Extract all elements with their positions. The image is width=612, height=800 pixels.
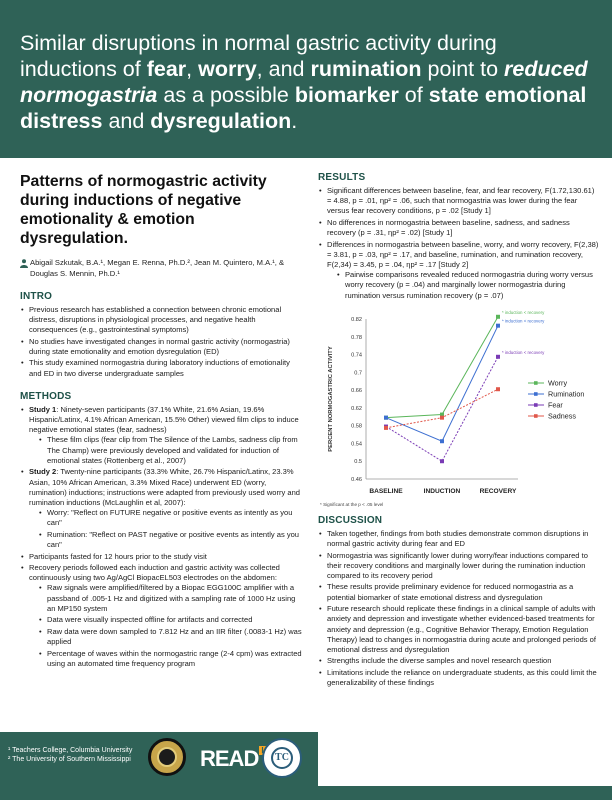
y-tick-label: 0.7 xyxy=(354,370,362,377)
y-tick-label: 0.66 xyxy=(351,387,362,394)
y-tick-label: 0.46 xyxy=(351,476,362,483)
headline-part: rumination xyxy=(310,57,422,81)
affiliation-1: ¹ Teachers College, Columbia University xyxy=(8,747,133,754)
data-point-sadness xyxy=(496,387,500,391)
affiliations xyxy=(8,746,132,764)
read-logo-text: READ xyxy=(200,746,259,771)
y-tick-label: 0.78 xyxy=(351,334,362,341)
legend-label: Worry xyxy=(548,378,568,388)
list-item: • These film clips (fear clip from The Silence of the Lambs, sadness clip from The Champ) were previously developed and validated for induction of emotional states (Rottenberg et al., 2007) xyxy=(38,435,302,466)
y-tick-label: 0.58 xyxy=(351,423,362,430)
footer-bar-right xyxy=(318,786,612,800)
methods-list xyxy=(20,405,302,669)
list-item: • This study examined normogastria during laboratory inductions of emotionality and ED in two diverse undergraduate samples xyxy=(20,358,302,378)
series-line-fear xyxy=(386,357,498,461)
chart-annotation: * induction < recovery xyxy=(502,318,545,324)
list-item: • Significant differences between baseline, fear, and fear recovery, F(1.72,130.61) = 4.88, p = .01, ηp² = .06, such that normogastria was lower during the fear versus fear recovery conditions, p = .02 [Study 1] xyxy=(318,186,600,217)
y-tick-label: 0.54 xyxy=(351,441,362,448)
tc-seal-logo xyxy=(262,738,302,778)
data-point-rumination xyxy=(496,323,500,327)
affiliation-2: ² The University of Southern Mississippi xyxy=(8,756,131,763)
headline-part: biomarker xyxy=(294,83,399,107)
y-tick-label: 0.74 xyxy=(351,352,362,359)
footer-bar xyxy=(0,732,318,800)
study1-text: : Ninety-seven participants (37.1% White, 21.6% Asian, 19.6% Hispanic/Latinx, 4.1% African American, 15.5% Other) viewed film clips to induce negative emotional states (fear, sadness) xyxy=(29,404,299,435)
result-3-text: Differences in normogastria between baseline, worry, and worry recovery, F(2,38) = 3.81, p = .03, ηp² = .17, and baseline, rumination, and rumination recovery, F(2,34) = 3.45, p = .04, ηp² = .17 [Study 2] xyxy=(327,239,599,270)
list-item: • Data were visually inspected offline for artifacts and corrected xyxy=(38,615,302,625)
chart-annotation: * induction < recovery xyxy=(502,349,545,355)
y-tick-label: 0.62 xyxy=(351,405,362,412)
list-item xyxy=(20,405,302,466)
legend-marker-fear xyxy=(534,403,538,407)
list-item: • Limitations include the reliance on undergraduate students, as this could limit the generalizability of these findings xyxy=(318,668,600,688)
data-point-worry xyxy=(496,315,500,319)
data-point-rumination xyxy=(440,439,444,443)
list-item xyxy=(20,563,302,669)
study2-text: : Twenty-nine participants (33.3% White, 26.7% Hispanic/Latinx, 23.3% Asian, 10% African American, 3.3% Mixed Race) underwent ED (worry, rumination) inductions; instructions were adapted from previously used worry and rumination inductions (McLaughlin et al, 2007): xyxy=(29,467,300,507)
list-item: • These results provide preliminary evidence for reduced normogastria as a potential biomarker of state emotional distress and dysregulation xyxy=(318,582,600,602)
study2-label: Study 2 xyxy=(29,467,57,477)
poster-title: Patterns of normogastric activity during inductions of negative emotionality & emotion dysregulation. xyxy=(20,173,267,247)
data-point-sadness xyxy=(440,415,444,419)
sub-list xyxy=(29,583,302,669)
list-item: • Future research should replicate these findings in a clinical sample of adults with anxiety and depression and investigate whether evidenced-based treatments for anxiety and depression (e.g., Cognitive Behavior Therapy, Emotion Regulation Therapy) lead to changes in normogastria during acute and prolonged periods of emotional distress and dysregulation xyxy=(318,604,600,655)
person-icon xyxy=(20,259,30,279)
series-line-worry xyxy=(386,317,498,418)
list-item: • No differences in normogastria between baseline, sadness, and sadness recovery (p = .31, ηp² = .02) [Study 1] xyxy=(318,218,600,238)
list-item xyxy=(20,467,302,550)
legend-marker-rumination xyxy=(534,392,538,396)
intro-list xyxy=(20,305,302,379)
series-line-rumination xyxy=(386,325,498,441)
list-item xyxy=(318,240,600,301)
study1-label: Study 1 xyxy=(29,404,57,414)
list-item: • Normogastria was significantly lower during worry/fear inductions compared to their recovery conditions and marginally lower during the rumination induction compared to its recovery period xyxy=(318,551,600,582)
recovery-text: Recovery periods followed each induction and gastric activity was collected continuously using two Ag/AgCl BiopacEL503 electrodes on the abdomen: xyxy=(29,563,280,583)
headline-part: , and xyxy=(256,57,311,81)
discussion-list xyxy=(318,529,600,689)
headline-part: Similar disruptions in normal gastric activity during inductions of xyxy=(20,31,497,81)
x-tick-label: RECOVERY xyxy=(479,487,517,495)
headline-part: point to xyxy=(421,57,505,81)
list-item: • Raw signals were amplified/filtered by a Biopac EGG100C amplifier with a passband of .005-1 Hz and digitized with a sampling rate of 1000 Hz using an MP150 system xyxy=(38,583,302,614)
list-item: • Taken together, findings from both studies demonstrate common disruptions in normal gastric activity during fear and ED xyxy=(318,529,600,549)
list-item: • Percentage of waves within the normogastric range (2-4 cpm) was extracted using an automated time frequency program xyxy=(38,649,302,669)
data-point-rumination xyxy=(384,415,388,419)
data-point-fear xyxy=(440,459,444,463)
headline-part: , xyxy=(186,57,199,81)
sub-list xyxy=(29,508,302,550)
list-item: • Pairwise comparisons revealed reduced normogastria during worry versus worry recovery (p = .04) and marginally lower normogastria during rumination versus rumination recovery (p = .07) xyxy=(336,270,600,301)
seal-center xyxy=(157,747,177,767)
tc-seal-text: TC xyxy=(271,747,293,769)
headline-part: . xyxy=(291,109,298,133)
list-item: • Previous research has established a connection between chronic emotional distress, disruptions in physiological processes, and negative health consequences (e.g., gastrointestinal symptoms) xyxy=(20,305,302,336)
y-axis-label: PERCENT NORMOGASTRIC ACTIVITY xyxy=(328,346,334,452)
headline xyxy=(20,30,592,134)
results-list xyxy=(318,186,600,301)
legend-marker-worry xyxy=(534,381,538,385)
list-item: • Participants fasted for 12 hours prior to the study visit xyxy=(20,552,302,562)
headline-part: dysregulation xyxy=(150,109,292,133)
chart-footnote: * Significant at the p < .05 level xyxy=(320,501,384,507)
results-heading: RESULTS xyxy=(318,172,366,183)
data-point-fear xyxy=(496,355,500,359)
y-tick-label: 0.5 xyxy=(354,459,362,466)
legend-label: Sadness xyxy=(548,411,576,421)
methods-heading: METHODS xyxy=(20,390,72,402)
right-column xyxy=(318,172,600,690)
series-line-sadness xyxy=(386,389,498,428)
list-item: • Strengths include the diverse samples and novel research question xyxy=(318,656,600,666)
x-tick-label: BASELINE xyxy=(369,487,403,495)
university-seal-logo xyxy=(148,738,186,776)
y-tick-label: 0.82 xyxy=(351,316,362,323)
legend-marker-sadness xyxy=(534,414,538,418)
discussion-heading: DISCUSSION xyxy=(318,514,383,526)
list-item: • No studies have investigated changes in normal gastric activity (normogastria) during state emotionality and emotion dysregulation (ED) xyxy=(20,337,302,357)
authors-line xyxy=(20,258,302,279)
left-column xyxy=(20,172,302,670)
list-item: • Raw data were down sampled to 7.812 Hz and an IIR filter (.0083-1 Hz) was applied xyxy=(38,627,302,647)
data-point-sadness xyxy=(384,426,388,430)
headline-part: fear xyxy=(146,57,187,81)
list-item: • Rumination: "Reflect on PAST negative or positive events as intently as you can" xyxy=(38,530,302,550)
chart-svg xyxy=(318,309,600,509)
legend-label: Fear xyxy=(548,400,563,410)
list-item: • Worry: "Reflect on FUTURE negative or positive events as intently as you can" xyxy=(38,508,302,528)
legend-label: Rumination xyxy=(548,389,585,399)
sub-list xyxy=(327,270,600,301)
chart-annotation: * induction < recovery xyxy=(502,309,545,315)
headline-part: worry xyxy=(198,57,257,81)
headline-part: of xyxy=(398,83,429,107)
x-tick-label: INDUCTION xyxy=(423,487,461,495)
header-banner xyxy=(0,0,612,158)
headline-part: and xyxy=(102,109,151,133)
headline-part: as a possible xyxy=(157,83,295,107)
authors-text: Abigail Szkutak, B.A.¹, Megan E. Renna, Ph.D.², Jean M. Quintero, M.A.¹, & Douglas S. Mennin, Ph.D.¹ xyxy=(30,258,285,278)
headline-part: reduced normogastria xyxy=(20,57,588,107)
sub-list xyxy=(29,435,302,466)
intro-heading: INTRO xyxy=(20,291,53,302)
headline-part: state emotional distress xyxy=(20,83,587,133)
line-chart xyxy=(318,309,600,509)
